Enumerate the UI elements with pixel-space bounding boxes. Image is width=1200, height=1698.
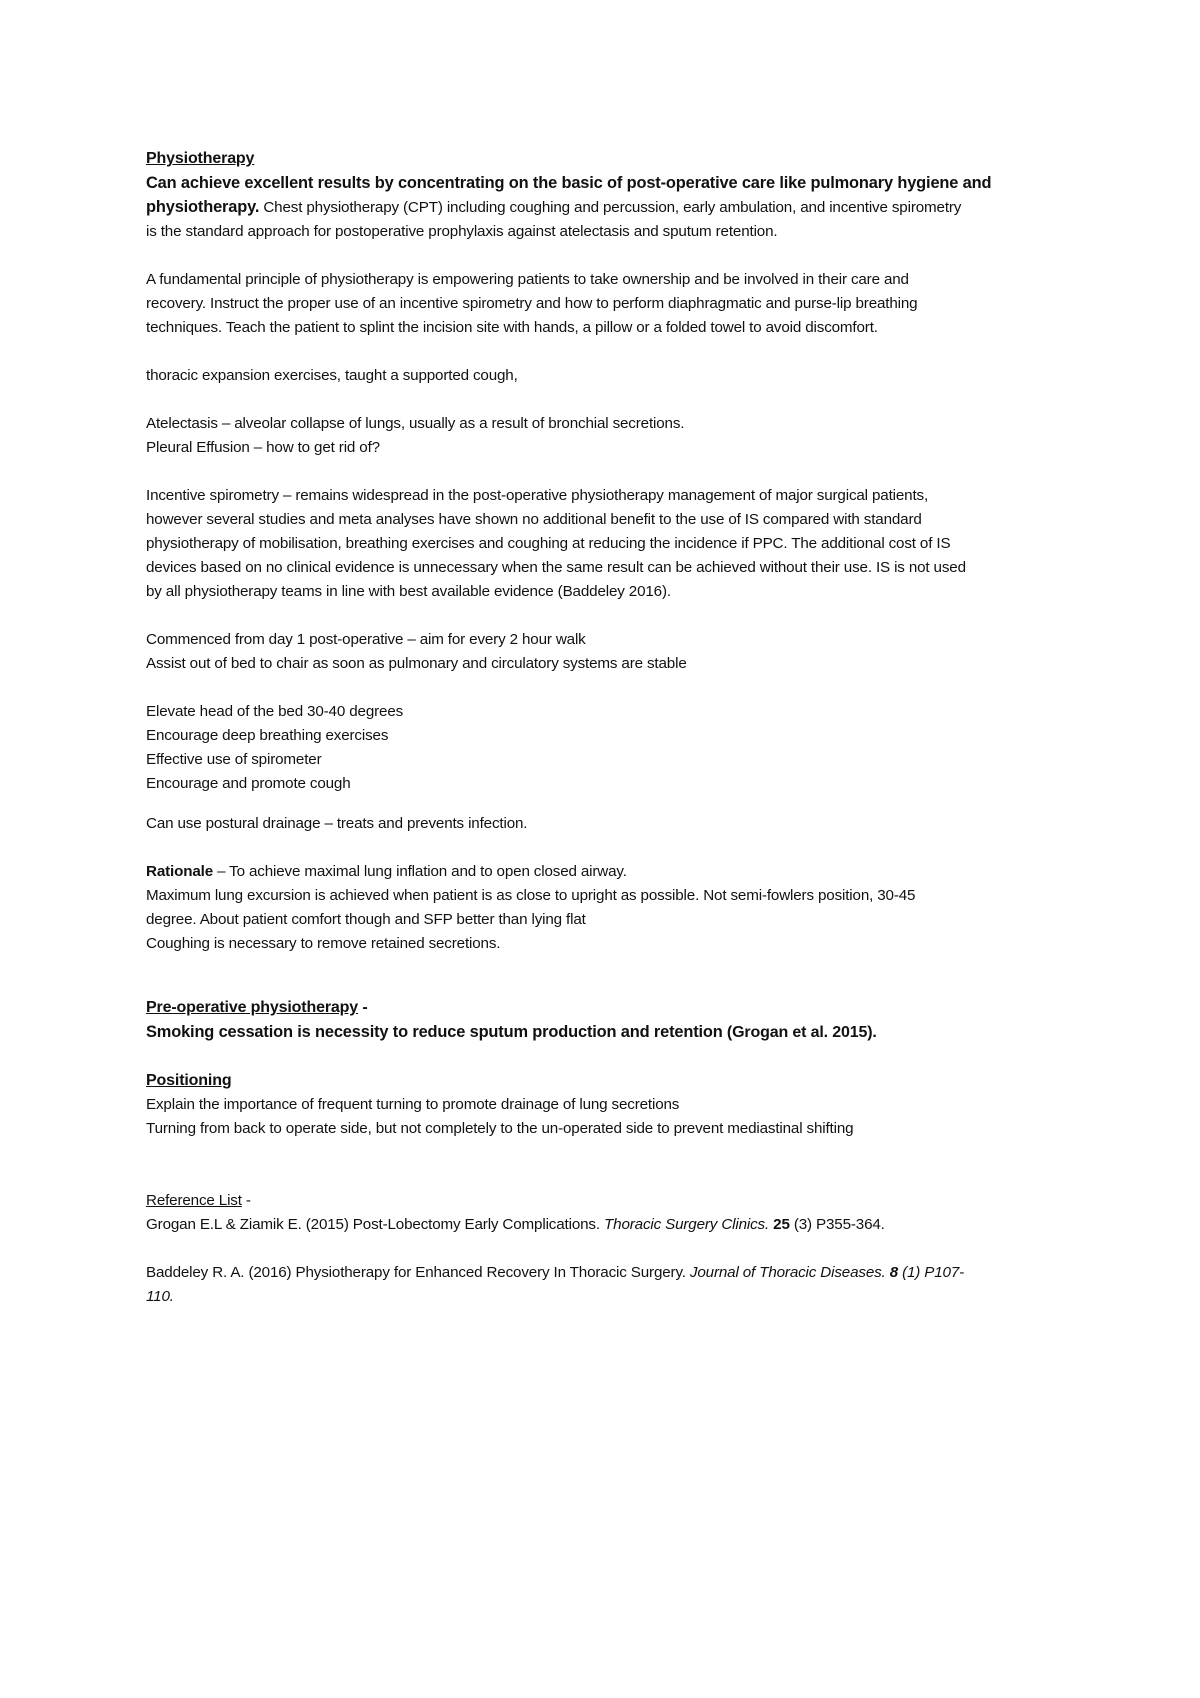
thoracic-expansion-line: thoracic expansion exercises, taught a supported cough, (146, 367, 518, 384)
rationale-line-3: degree. About patient comfort though and SFP better than lying flat (146, 911, 586, 928)
reference-2-pages: (1) P107- (898, 1264, 965, 1281)
incentive-line-3: physiotherapy of mobilisation, breathing exercises and coughing at reducing the incidence if PPC. The additional cost of IS (146, 535, 951, 552)
smoking-citation: (Grogan et al. 2015). (722, 1024, 877, 1041)
lead-line-1: Can achieve excellent results by concentrating on the basic of post-operative care like pulmonary hygiene and (146, 174, 992, 192)
positioning-line-2: Turning from back to operate side, but not completely to the un-operated side to prevent mediastinal shifting (146, 1120, 854, 1137)
reference-2-line-2: 110. (146, 1288, 174, 1305)
smoking-text: Smoking cessation is necessity to reduce sputum production and retention (146, 1023, 723, 1041)
list-item: Encourage and promote cough (146, 775, 351, 792)
principle-line-3: techniques. Teach the patient to splint the incision site with hands, a pillow or a folded towel to avoid discomfort. (146, 319, 878, 336)
postural-drainage-line: Can use postural drainage – treats and prevents infection. (146, 815, 528, 832)
document-body (146, 147, 1066, 1309)
lead-line-2-rest: Chest physiotherapy (CPT) including coughing and percussion, early ambulation, and incentive spirometry (259, 199, 962, 216)
reference-heading: Reference List (146, 1192, 242, 1209)
smoking-line (146, 1020, 1066, 1045)
reference-2-line-1 (146, 1261, 1066, 1285)
rationale-line-2: Maximum lung excursion is achieved when patient is as close to upright as possible. Not semi-fowlers position, 30-45 (146, 887, 916, 904)
lead-bold-word: physiotherapy. (146, 198, 260, 216)
reference-heading-suffix: - (241, 1192, 251, 1209)
lead-line-3: is the standard approach for postoperative prophylaxis against atelectasis and sputum retention. (146, 223, 778, 240)
positioning-heading: Positioning (146, 1072, 232, 1089)
rationale-label: Rationale (146, 863, 214, 880)
physiotherapy-heading: Physiotherapy (146, 150, 255, 167)
rationale-text: – To achieve maximal lung inflation and to open closed airway. (213, 863, 627, 880)
lead-line-2 (146, 195, 1066, 220)
commenced-line: Commenced from day 1 post-operative – aim for every 2 hour walk (146, 631, 586, 648)
reference-2-journal: Journal of Thoracic Diseases. (689, 1264, 886, 1281)
preop-heading-line (146, 996, 1066, 1020)
care-list (146, 700, 1066, 796)
incentive-line-5: by all physiotherapy teams in line with best available evidence (Baddeley 2016). (146, 583, 671, 600)
rationale-line-4: Coughing is necessary to remove retained secretions. (146, 935, 501, 952)
list-item: Elevate head of the bed 30-40 degrees (146, 703, 404, 720)
atelectasis-line: Atelectasis – alveolar collapse of lungs, usually as a result of bronchial secretions. (146, 415, 685, 432)
principle-line-1: A fundamental principle of physiotherapy is empowering patients to take ownership and be involved in their care and (146, 271, 909, 288)
physiotherapy-heading-line (146, 147, 1066, 171)
reference-1-pages: (3) P355-364. (789, 1216, 885, 1233)
pleural-effusion-line: Pleural Effusion – how to get rid of? (146, 439, 380, 456)
positioning-line-1: Explain the importance of frequent turning to promote drainage of lung secretions (146, 1096, 680, 1113)
reference-heading-line (146, 1189, 1066, 1213)
rationale-line-1 (146, 860, 1066, 884)
preop-heading-suffix: - (358, 999, 368, 1016)
positioning-heading-line (146, 1069, 1066, 1093)
reference-1-authors: Grogan E.L & Ziamik E. (2015) Post-Lobectomy Early Complications. (146, 1216, 605, 1233)
list-item: Encourage deep breathing exercises (146, 727, 389, 744)
reference-1-journal: Thoracic Surgery Clinics. (604, 1216, 770, 1233)
reference-2-volume: 8 (885, 1264, 899, 1281)
reference-1 (146, 1213, 1066, 1237)
incentive-line-1: Incentive spirometry – remains widespread in the post-operative physiotherapy management of major surgical patients, (146, 487, 929, 504)
reference-1-volume: 25 (769, 1216, 790, 1233)
incentive-line-4: devices based on no clinical evidence is unnecessary when the same result can be achieved without their use. IS is not used (146, 559, 966, 576)
preop-heading: Pre-operative physiotherapy (146, 999, 359, 1016)
reference-2-authors: Baddeley R. A. (2016) Physiotherapy for Enhanced Recovery In Thoracic Surgery. (146, 1264, 690, 1281)
incentive-line-2: however several studies and meta analyses have shown no additional benefit to the use of IS compared with standard (146, 511, 922, 528)
assist-line: Assist out of bed to chair as soon as pulmonary and circulatory systems are stable (146, 655, 687, 672)
list-item: Effective use of spirometer (146, 751, 322, 768)
principle-line-2: recovery. Instruct the proper use of an incentive spirometry and how to perform diaphragmatic and purse-lip breathing (146, 295, 918, 312)
